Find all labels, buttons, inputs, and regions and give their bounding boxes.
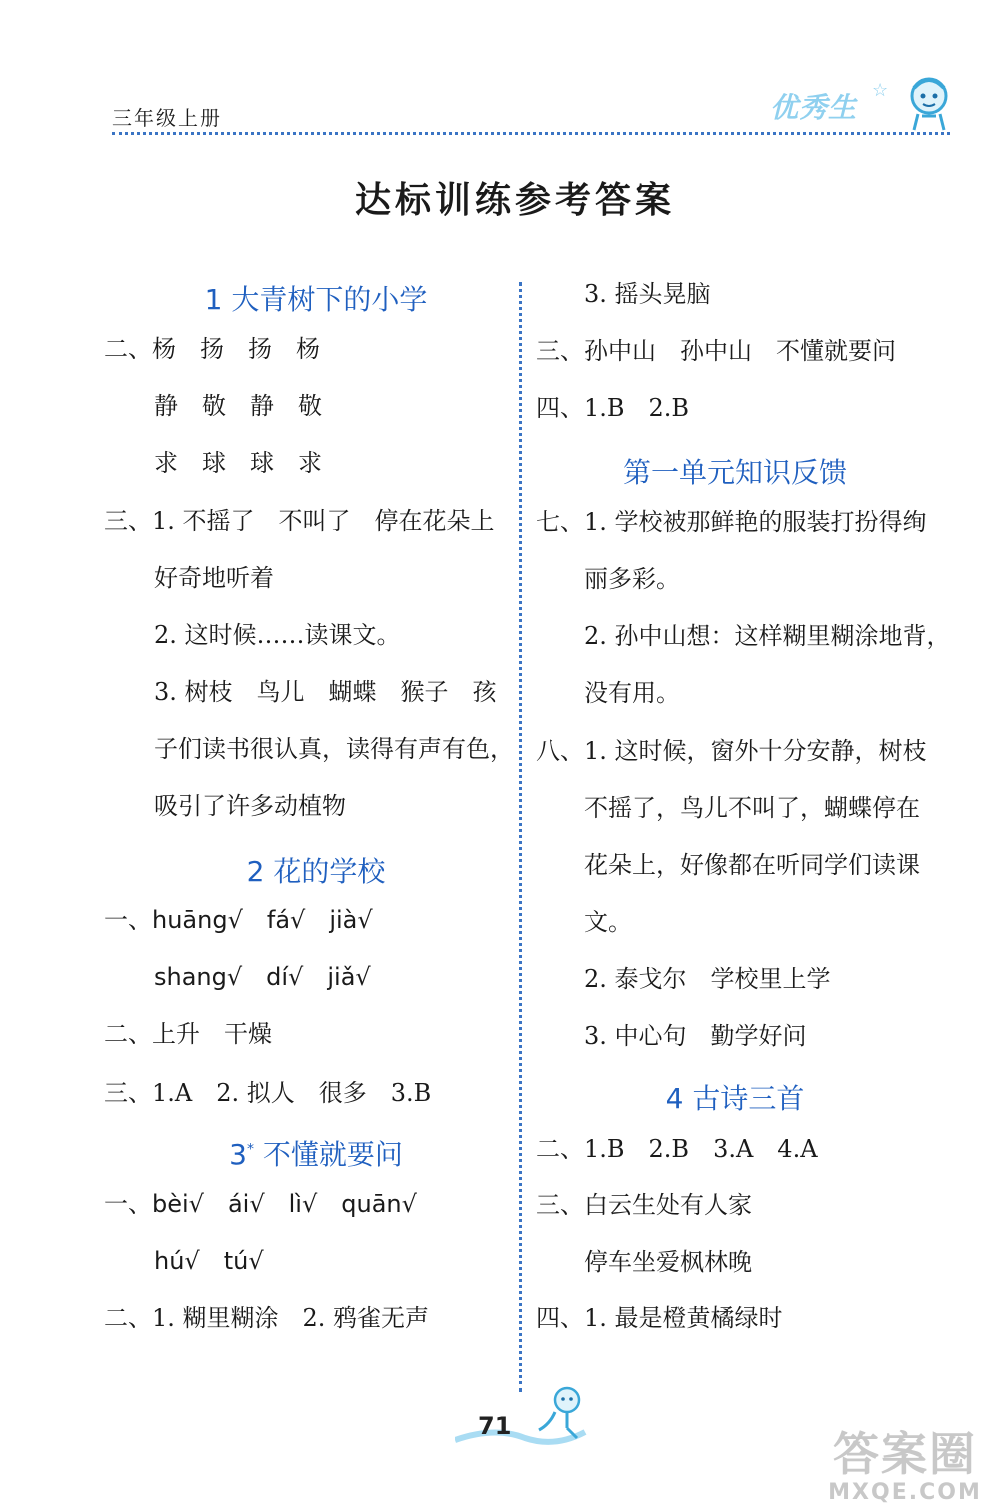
answer-line: 一、huāng√ fá√ jià√ — [104, 906, 373, 934]
answer-line: shang√ dí√ jiǎ√ — [154, 963, 371, 991]
answer-line: 丽多彩。 — [584, 565, 680, 593]
answer-line: 3. 中心句 勤学好问 — [584, 1022, 807, 1050]
answer-line: 不摇了，鸟儿不叫了，蝴蝶停在 — [584, 794, 920, 822]
answer-line: 2. 泰戈尔 学校里上学 — [584, 965, 831, 993]
section-title-lesson-1: 1 大青树下的小学 — [204, 283, 428, 316]
answer-line: 3. 树枝 鸟儿 蝴蝶 猴子 孩 — [154, 678, 497, 706]
answer-line: 八、1. 这时候，窗外十分安静，树枝 — [536, 737, 927, 765]
answer-line: 2. 这时候……读课文。 — [154, 621, 401, 649]
footer-mascot-icon — [455, 1382, 595, 1452]
answer-line: 二、杨 扬 扬 杨 — [104, 335, 320, 363]
answer-line: 静 敬 静 敬 — [154, 392, 322, 420]
answer-line: 二、1.B 2.B 3.A 4.A — [536, 1135, 818, 1163]
answer-line: 吸引了许多动植物 — [154, 792, 346, 820]
answer-line: 好奇地听着 — [154, 564, 274, 592]
answer-line: 四、1.B 2.B — [536, 394, 690, 422]
section-title-lesson-4: 4 古诗三首 — [665, 1082, 805, 1115]
answer-line: 七、1. 学校被那鲜艳的服装打扮得绚 — [536, 508, 927, 536]
answer-line: 三、1. 不摇了 不叫了 停在花朵上 — [104, 507, 495, 535]
lesson-3-number: 3 — [229, 1138, 247, 1171]
watermark-url: MXQE.COM — [828, 1480, 982, 1505]
star-icon: ☆ — [872, 80, 889, 101]
answer-line: hú√ tú√ — [154, 1247, 264, 1275]
page-number: 71 — [478, 1412, 512, 1440]
section-title-unit-1: 第一单元知识反馈 — [622, 456, 847, 489]
answer-line: 二、1. 糊里糊涂 2. 鸦雀无声 — [104, 1304, 430, 1332]
page-title: 达标训练参考答案 — [354, 179, 675, 221]
lesson-3-title-text: 不懂就要问 — [262, 1138, 403, 1171]
grade-label: 三年级上册 — [112, 106, 222, 130]
section-title-lesson-3 — [112, 1133, 520, 1173]
answer-line: 花朵上，好像都在听同学们读课 — [584, 851, 920, 879]
answer-line: 三、白云生处有人家 — [536, 1191, 752, 1219]
brand-logo-text: 优秀生 — [770, 91, 858, 124]
answer-line: 没有用。 — [584, 679, 680, 707]
answer-line: 二、上升 干燥 — [104, 1020, 272, 1048]
header-divider — [112, 132, 950, 135]
answer-line: 2. 孙中山想：这样糊里糊涂地背， — [584, 622, 951, 650]
mascot-icon — [900, 72, 958, 134]
watermark-text: 答案圈 — [833, 1427, 977, 1481]
answer-line: 三、1.A 2. 拟人 很多 3.B — [104, 1079, 432, 1107]
column-divider — [519, 282, 522, 1392]
answer-line: 文。 — [584, 908, 632, 936]
section-title-lesson-2: 2 花的学校 — [246, 855, 386, 888]
lesson-3-mark: * — [246, 1141, 254, 1158]
answer-line: 三、孙中山 孙中山 不懂就要问 — [536, 337, 896, 365]
watermark — [820, 1418, 990, 1505]
answer-line: 停车坐爱枫林晚 — [584, 1248, 752, 1276]
answer-line: 四、1. 最是橙黄橘绿时 — [536, 1304, 783, 1332]
answer-line: 子们读书很认真，读得有声有色， — [154, 735, 514, 763]
answer-line: 3. 摇头晃脑 — [584, 280, 711, 308]
answer-line: 求 球 球 求 — [154, 449, 322, 477]
answer-line: 一、bèi√ ái√ lì√ quān√ — [104, 1190, 417, 1218]
